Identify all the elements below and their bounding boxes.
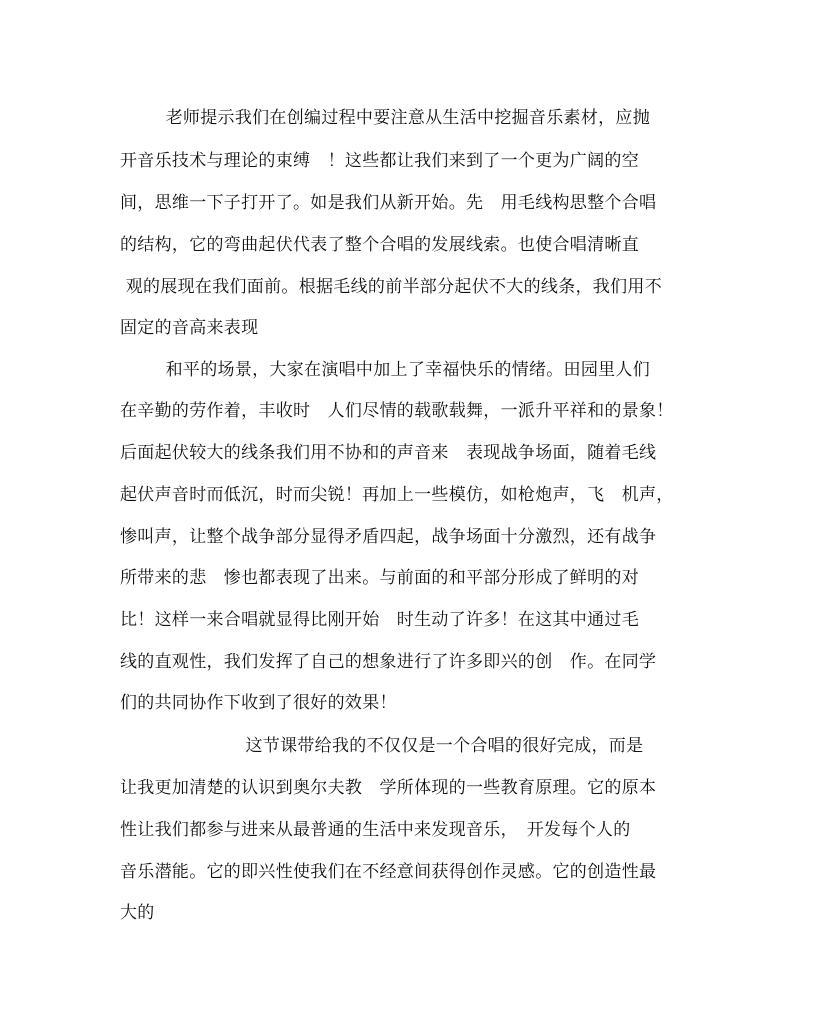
text-line: 比！这样一来合唱就显得比刚开始 时生动了许多！在这其中通过毛: [120, 610, 639, 630]
text-line: 们的共同协作下收到了很好的效果！: [120, 693, 397, 713]
text-line: 老师提示我们在创编过程中要注意从生活中挖掘音乐素材，应抛: [120, 108, 651, 128]
text-line: 固定的音高来表现: [120, 318, 259, 338]
text-line: 在辛勤的劳作着，丰收时 人们尽情的载歌载舞，一派升平祥和的景象！: [120, 401, 674, 421]
text-line: 和平的场景，大家在演唱中加上了幸福快乐的情绪。田园里人们: [120, 360, 651, 380]
text-line: 这节课带给我的不仅仅是一个合唱的很好完成，而是: [120, 736, 644, 756]
text-line: 性让我们都参与进来从最普通的生活中来发现音乐， 开发每个人的: [120, 820, 631, 840]
text-line: 所带来的悲 惨也都表现了出来。与前面的和平部分形成了鲜明的对: [120, 568, 639, 588]
text-line: 让我更加清楚的认识到奥尔夫教 学所体现的一些教育原理。它的原本: [120, 778, 657, 798]
text-line: 观的展现在我们面前。根据毛线的前半部分起伏不大的线条，我们用不: [120, 277, 663, 297]
text-line: 后面起伏较大的线条我们用不协和的声音来 表现战争场面，随着毛线: [120, 443, 657, 463]
text-line: 惨叫声，让整个战争部分显得矛盾四起，战争场面十分激烈，还有战争: [120, 527, 657, 547]
text-line: 音乐潜能。它的即兴性使我们在不经意间获得创作灵感。它的创造性最: [120, 862, 657, 882]
text-line: 线的直观性，我们发挥了自己的想象进行了许多即兴的创 作。在同学: [120, 652, 657, 672]
text-line: 大的: [120, 903, 155, 923]
text-line: 间，思维一下子打开了。如是我们从新开始。先 用毛线构思整个合唱: [120, 193, 657, 213]
text-line: 开音乐技术与理论的束缚 ！这些都让我们来到了一个更为广阔的空: [120, 151, 639, 171]
text-line: 起伏声音时而低沉，时而尖锐！再加上一些模仿，如枪炮声，飞 机声，: [120, 485, 674, 505]
text-line: 的结构，它的弯曲起伏代表了整个合唱的发展线索。也使合唱清晰直: [120, 235, 639, 255]
